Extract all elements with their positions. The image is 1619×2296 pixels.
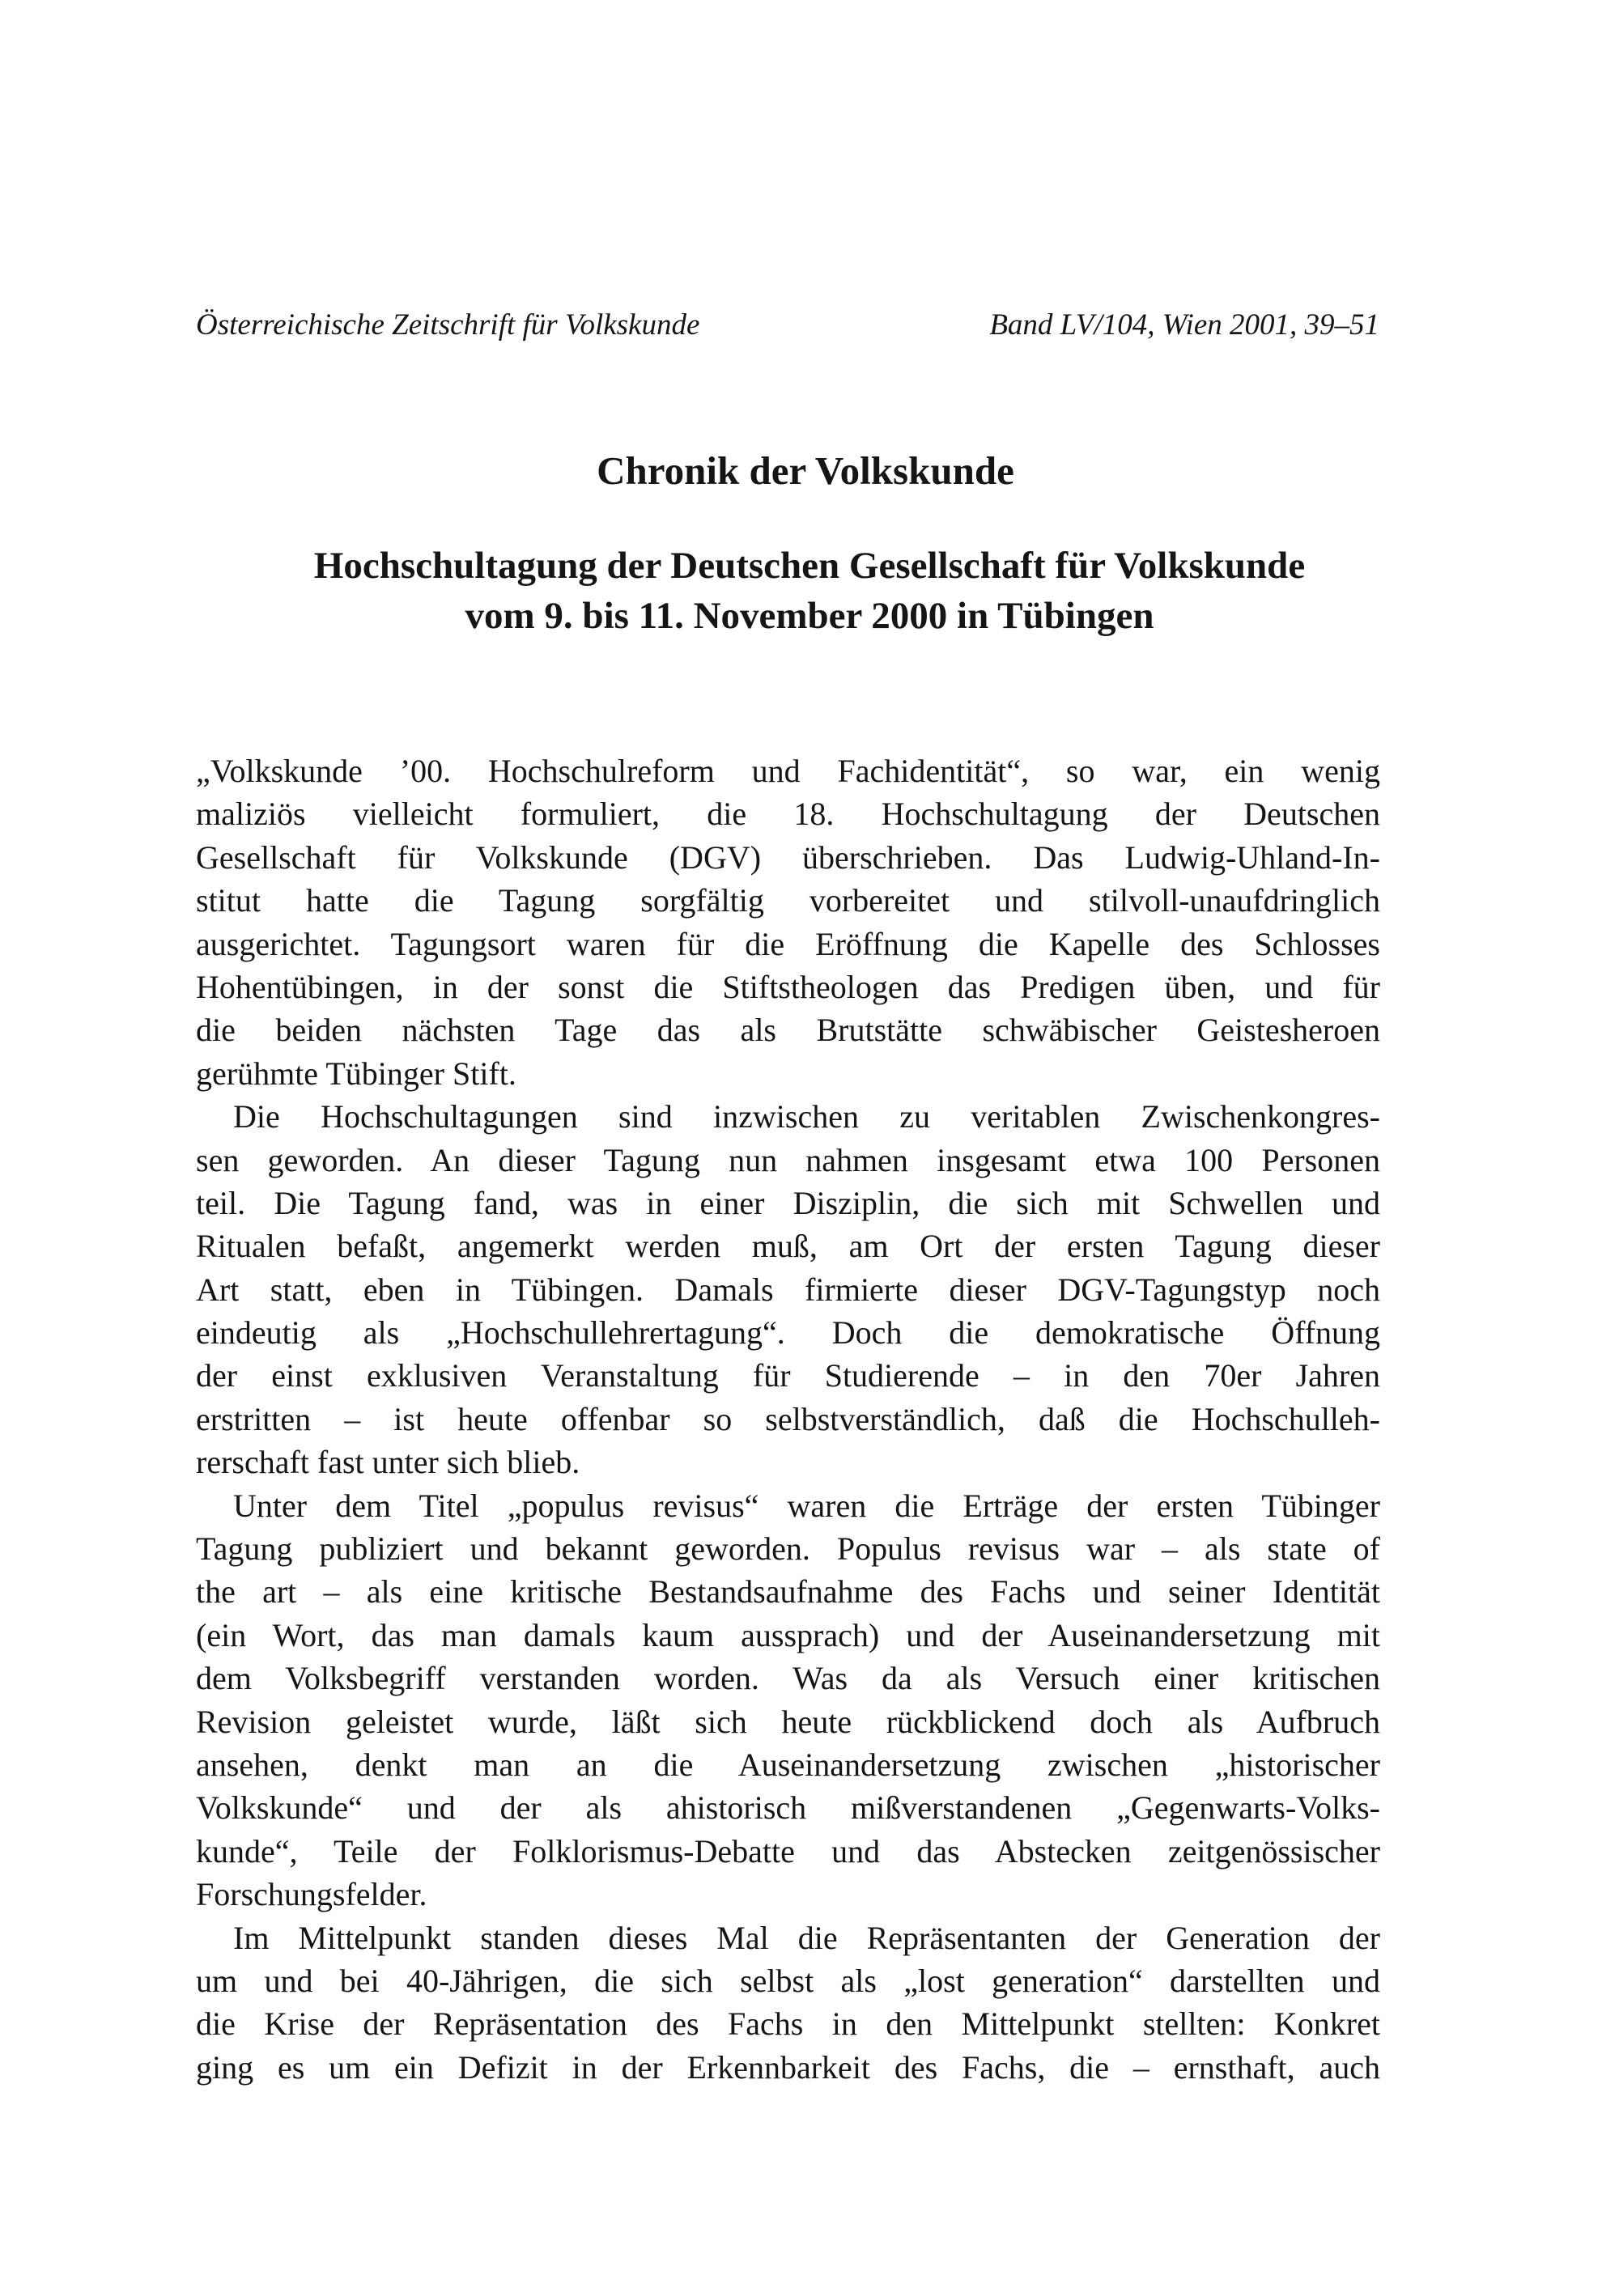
paragraph <box>196 1916 1380 2090</box>
text-line: ansehen, denkt man an die Auseinandersetzung zwischen „historischer <box>196 1746 1380 1783</box>
text-line: Volkskunde“ und der als ahistorisch mißverstandenen „Gegenwarts-Volks- <box>196 1789 1380 1827</box>
text-line: erstritten – ist heute offenbar so selbstverständlich, daß die Hochschulleh- <box>196 1400 1380 1437</box>
text-line: Im Mittelpunkt standen dieses Mal die Repräsentanten der Generation der <box>233 1919 1380 1956</box>
text-line: um und bei 40-Jährigen, die sich selbst als „lost generation“ darstellten und <box>196 1962 1380 1999</box>
section-title: Chronik der Volkskunde <box>597 448 1014 493</box>
text-line: Art statt, eben in Tübingen. Damals firmierte dieser DGV-Tagungstyp noch <box>196 1271 1380 1308</box>
text-line: (ein Wort, das man damals kaum aussprach) und der Auseinandersetzung mit <box>196 1616 1380 1653</box>
text-line: Revision geleistet wurde, läßt sich heute rückblickend doch als Aufbruch <box>196 1703 1380 1740</box>
text-line: Ritualen befaßt, angemerkt werden muß, am Ort der ersten Tagung dieser <box>196 1228 1380 1265</box>
text-line: ging es um ein Defizit in der Erkennbarkeit des Fachs, die – ernsthaft, auch <box>196 2048 1380 2086</box>
text-line: sen geworden. An dieser Tagung nun nahmen insgesamt etwa 100 Personen <box>196 1141 1380 1178</box>
article-title-line-2: vom 9. bis 11. November 2000 in Tübingen <box>465 595 1154 637</box>
running-header-volume: Band LV/104, Wien 2001, 39–51 <box>989 308 1379 342</box>
text-line: Hohentübingen, in der sonst die Stiftstheologen das Predigen üben, und für <box>196 968 1380 1005</box>
article-title-line-1: Hochschultagung der Deutschen Gesellschaft für Volkskunde <box>313 545 1306 587</box>
text-line: Die Hochschultagungen sind inzwischen zu veritablen Zwischenkongres- <box>233 1098 1380 1135</box>
text-line: der einst exklusiven Veranstaltung für Studierende – in den 70er Jahren <box>196 1357 1380 1394</box>
text-line: teil. Die Tagung fand, was in einer Disziplin, die sich mit Schwellen und <box>196 1184 1380 1221</box>
text-line: the art – als eine kritische Bestandsaufnahme des Fachs und seiner Identität <box>196 1573 1380 1611</box>
running-header-journal: Österreichische Zeitschrift für Volkskunde <box>196 308 700 342</box>
text-line: eindeutig als „Hochschullehrertagung“. Doch die demokratische Öffnung <box>196 1314 1380 1352</box>
paragraph <box>196 1484 1380 1916</box>
paragraph <box>196 749 1380 1095</box>
text-line: die Krise der Repräsentation des Fachs in den Mittelpunkt stellten: Konkret <box>196 2005 1380 2043</box>
text-line: kunde“, Teile der Folklorismus-Debatte und das Abstecken zeitgenössischer <box>196 1832 1380 1869</box>
text-line: rerschaft fast unter sich blieb. <box>196 1444 580 1481</box>
text-line: Tagung publiziert und bekannt geworden. Populus revisus war – als state of <box>196 1530 1380 1568</box>
text-line: die beiden nächsten Tage das als Brutstätte schwäbischer Geistesheroen <box>196 1012 1380 1049</box>
paragraph <box>196 1095 1380 1484</box>
text-line: Forschungsfelder. <box>196 1876 427 1913</box>
article-body <box>196 749 1380 2089</box>
text-line: ausgerichtet. Tagungsort waren für die Eröffnung die Kapelle des Schlosses <box>196 925 1380 962</box>
text-line: maliziös vielleicht formuliert, die 18. Hochschultagung der Deutschen <box>196 796 1380 833</box>
text-line: Gesellschaft für Volkskunde (DGV) überschrieben. Das Ludwig-Uhland-In- <box>196 838 1380 876</box>
text-line: gerühmte Tübinger Stift. <box>196 1055 516 1092</box>
text-line: dem Volksbegriff verstanden worden. Was da als Versuch einer kritischen <box>196 1660 1380 1697</box>
text-line: stitut hatte die Tagung sorgfältig vorbereitet und stilvoll-unaufdringlich <box>196 882 1380 919</box>
text-line: Unter dem Titel „populus revisus“ waren die Erträge der ersten Tübinger <box>233 1487 1380 1524</box>
text-line: „Volkskunde ’00. Hochschulreform und Fachidentität“, so war, ein wenig <box>196 753 1380 789</box>
